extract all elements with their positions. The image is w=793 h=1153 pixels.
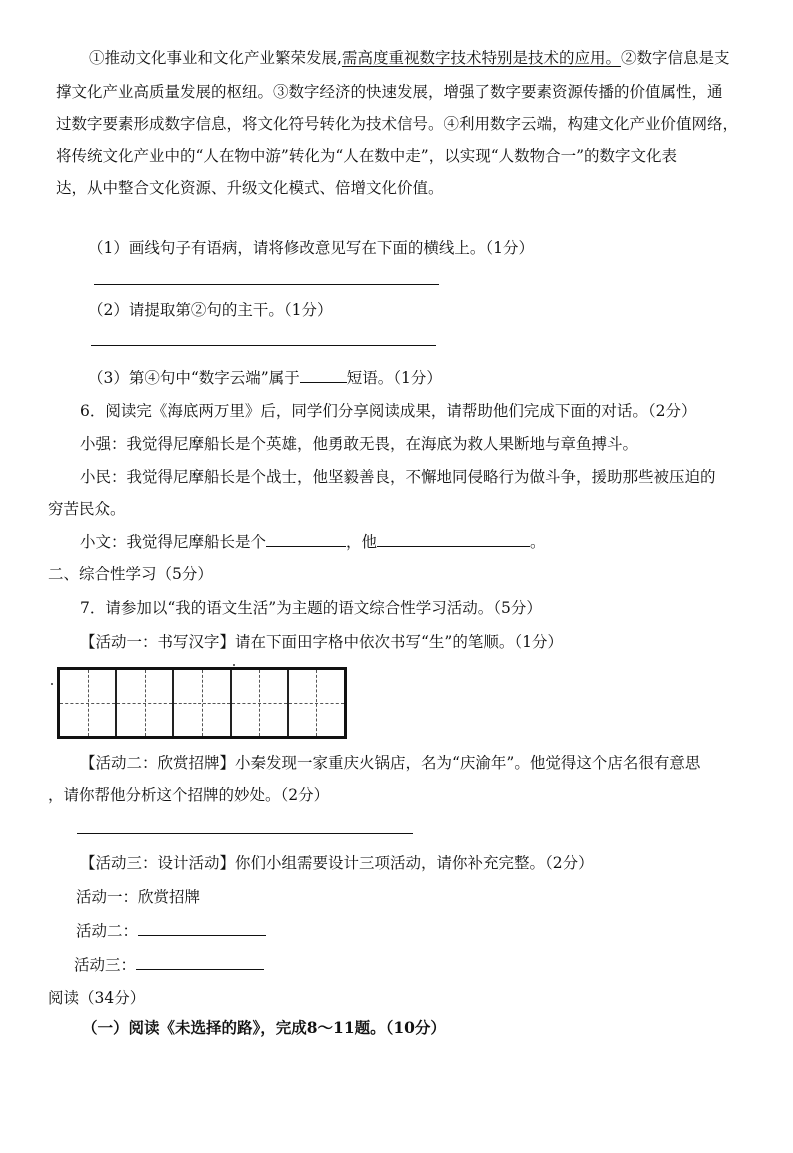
q6-xiaowen [80,532,546,552]
tianzige-grid [57,667,347,739]
tianzige-cell[interactable] [60,670,117,736]
passage-line-1 [89,48,729,68]
activity-item-2 [76,921,266,941]
answer-line-1[interactable] [94,284,439,285]
q5-sub1: （1）画线句子有语病，请将修改意见写在下面的横线上。（1分） [88,239,534,257]
reading-title: 阅读（34分） [48,989,146,1007]
passage-line-4: 将传统文化产业中的“人在物中游”转化为“人在数中走”，以实现“人数物合一”的数字文化表 [56,147,678,165]
tianzige-cell[interactable] [174,670,231,736]
q6-xiaowen-text: 。 [530,533,546,551]
q6-xiaowen-text: 小文：我觉得尼摩船长是个 [80,533,267,551]
passage-line-3: 过数字要素形成数字信息，将文化符号转化为技术信号。④利用数字云端，构建文化产业价值网络， [56,115,739,133]
activity3-prompt: 【活动三：设计活动】你们小组需要设计三项活动，请你补充完整。（2分） [80,854,594,872]
passage-line-5: 达，从中整合文化资源、升级文化模式、倍增文化价值。 [56,179,444,197]
scan-dot [51,683,53,685]
reading-subtitle: （一）阅读《未选择的路》，完成8～11题。（10分） [82,1018,446,1037]
blank-phrase-type[interactable] [300,368,347,383]
q6-xiaowen-text: ，他 [346,533,378,551]
blank-identity[interactable] [266,532,346,547]
passage-line-2: 撑文化产业高质量发展的枢纽。③数字经济的快速发展，增强了数字要素资源传播的价值属性，通 [56,83,723,101]
activity-item-1: 活动一：欣赏招牌 [76,888,201,906]
scan-dot [233,664,235,666]
q6-prompt: 6．阅读完《海底两万里》后，同学们分享阅读成果，请帮助他们完成下面的对话。（2分） [80,402,697,420]
activity-item-label: 活动三： [74,956,137,974]
activity2-prompt-2: ，请你帮他分析这个招牌的妙处。（2分） [48,786,330,804]
blank-activity-2[interactable] [138,921,266,936]
tianzige-cell[interactable] [289,670,344,736]
activity-item-3 [74,955,264,975]
activity2-prompt-1: 【活动二：欣赏招牌】小秦发现一家重庆火锅店，名为“庆渝年”。他觉得这个店名很有意思 [80,754,701,772]
activity1-prompt: 【活动一：书写汉字】请在下面田字格中依次书写“生”的笔顺。（1分） [80,633,563,651]
underlined-sentence: 需高度重视数字技术特别是技术的应用。 [341,49,621,67]
q5-sub2: （2）请提取第②句的主干。（1分） [88,301,333,319]
q7-prompt: 7．请参加以“我的语文生活”为主题的语文综合性学习活动。（5分） [80,599,542,617]
q6-xiaomin-1: 小民：我觉得尼摩船长是个战士，他坚毅善良，不懈地同侵略行为做斗争，援助那些被压迫的 [80,468,716,486]
q5-sub3 [88,368,442,388]
q5-sub3-text: （3）第④句中“数字云端”属于 [88,369,300,387]
q6-xiaomin-2: 穷苦民众。 [48,500,126,518]
passage-text: ①推动文化事业和文化产业繁荣发展, [89,49,342,67]
answer-line-2[interactable] [91,345,436,346]
q5-sub3-text: 短语。（1分） [346,369,442,387]
activity-item-label: 活动二： [76,922,139,940]
answer-line-3[interactable] [77,833,413,834]
tianzige-cell[interactable] [232,670,289,736]
blank-reason[interactable] [377,532,530,547]
blank-activity-3[interactable] [136,955,264,970]
tianzige-cell[interactable] [117,670,174,736]
passage-text: ②数字信息是支 [620,49,730,67]
section2-title: 二、综合性学习（5分） [48,565,213,583]
q6-xiaoqiang: 小强：我觉得尼摩船长是个英雄，他勇敢无畏，在海底为救人果断地与章鱼搏斗。 [80,435,639,453]
